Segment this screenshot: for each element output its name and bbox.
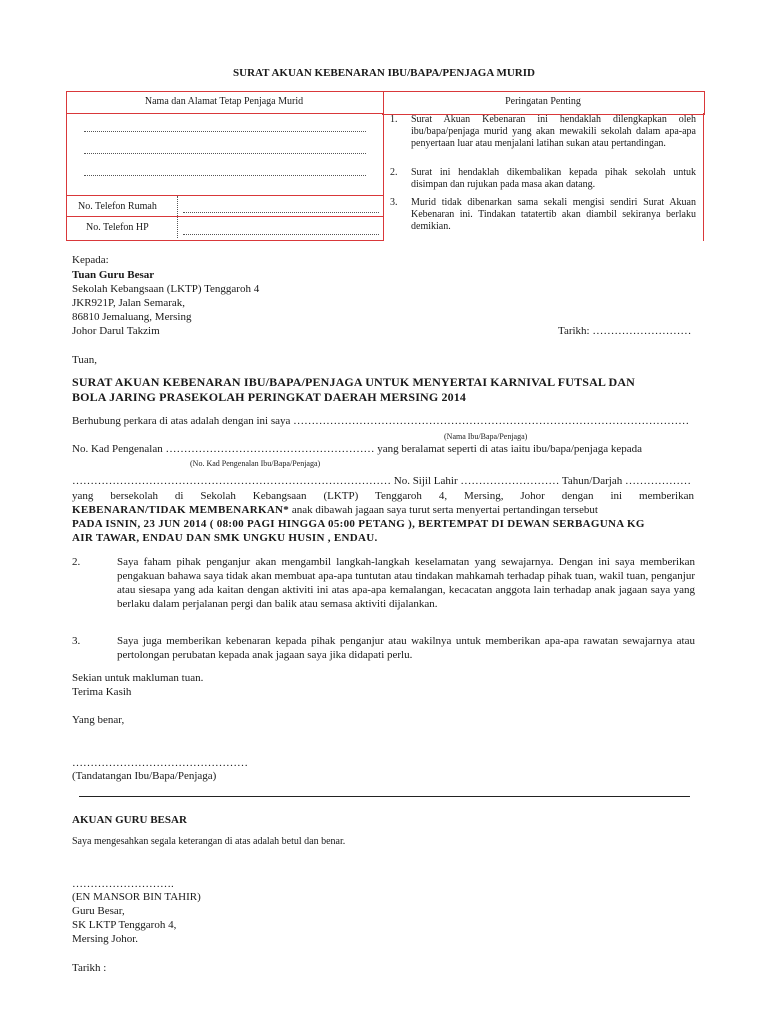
warning-text: Surat Akuan Kebenaran ini hendaklah dilengkapkan oleh ibu/bapa/penjaga murid yang akan mewakili sekolah dalam apa-apa penyertaan luar atau menjalani latihan sukan atau pertandingan. (411, 114, 696, 149)
guardian-box-header: Nama dan Alamat Tetap Penjaga Murid (144, 96, 304, 107)
name-fill-line[interactable]: Berhubung perkara di atas adalah dengan ini saya ……………………………………………………………………………………………… (72, 415, 690, 427)
address-line-1: Sekolah Kebangsaan (LKTP) Tenggaroh 4 (72, 283, 260, 295)
point-item (72, 555, 695, 611)
address-line-3: 86810 Jemaluang, Mersing (72, 311, 192, 323)
headmaster-role: Guru Besar, (72, 905, 125, 917)
headmaster-signature-field[interactable]: ………………………. (72, 878, 174, 890)
home-phone-label: No. Telefon Rumah (78, 201, 157, 212)
mobile-phone-label: No. Telefon HP (86, 222, 149, 233)
address-line[interactable] (84, 175, 366, 176)
name-caption: (Nama Ibu/Bapa/Penjaga) (444, 432, 528, 441)
permission-rest: anak dibawah jagaan saya turut serta menyertai pertandingan tersebut (289, 504, 598, 516)
school-statement: yang bersekolah di Sekolah Kebangsaan (LKTP) Tenggaroh 4, Mersing, Johor dengan ini memberikan (72, 490, 694, 502)
phone-divider (177, 196, 178, 238)
signature-label: (Tandatangan Ibu/Bapa/Penjaga) (72, 770, 217, 782)
headmaster-name: (EN MANSOR BIN TAHIR) (72, 891, 201, 903)
warning-text: Murid tidak dibenarkan sama sekali mengisi sendiri Surat Akuan Kebenaran ini. Tindakan tatatertib akan diambil sekiranya berlaku demikian. (411, 197, 696, 232)
permission-choice[interactable]: KEBENARAN/TIDAK MEMBENARKAN* (72, 504, 290, 516)
headmaster-statement: Saya mengesahkan segala keterangan di atas adalah betul dan benar. (72, 836, 346, 847)
kepada-label: Kepada: (72, 254, 109, 266)
warning-number: 3. (390, 197, 398, 208)
headmaster-title: AKUAN GURU BESAR (72, 814, 187, 826)
point-item (72, 634, 695, 662)
signature-field[interactable]: ………………………………………… (72, 757, 248, 769)
closing-line-1: Sekian untuk makluman tuan. (72, 672, 204, 684)
headmaster-school: SK LKTP Tenggaroh 4, (72, 919, 177, 931)
subject-line-2: BOLA JARING PRASEKOLAH PERINGKAT DAERAH MERSING 2014 (72, 390, 467, 404)
recipient-name: Tuan Guru Besar (72, 269, 155, 281)
address-line[interactable] (84, 131, 366, 132)
permission-line (72, 504, 598, 516)
point-number: 2. (72, 556, 81, 568)
address-line-2: JKR921P, Jalan Semarak, (72, 297, 186, 309)
headmaster-date[interactable]: Tarikh : (72, 962, 107, 974)
warning-number: 2. (390, 167, 398, 178)
address-line[interactable] (84, 153, 366, 154)
warning-item (390, 167, 696, 191)
warning-item (390, 114, 696, 150)
event-venue-line: AIR TAWAR, ENDAU DAN SMK UNGKU HUSIN , ENDAU. (72, 532, 378, 544)
address-line-4: Johor Darul Takzim (72, 325, 160, 337)
page-title: SURAT AKUAN KEBENARAN IBU/BAPA/PENJAGA MURID (233, 67, 535, 79)
event-date-line: PADA ISNIN, 23 JUN 2014 ( 08:00 PAGI HINGGA 05:00 PETANG ), BERTEMPAT DI DEWAN SERBAGUNA KG (72, 518, 645, 530)
subject-line-1: SURAT AKUAN KEBENARAN IBU/BAPA/PENJAGA UNTUK MENYERTAI KARNIVAL FUTSAL DAN (72, 375, 635, 389)
warning-item (390, 197, 696, 233)
point-text: Saya juga memberikan kebenaran kepada pihak penganjur atau wakilnya untuk memberikan apa-apa rawatan sewajarnya atau pertolongan perubatan kepada anak jagaan saya jika didapati perlu. (117, 635, 695, 661)
mobile-phone-field[interactable] (183, 234, 379, 235)
warning-number: 1. (390, 114, 398, 125)
date-field[interactable]: Tarikh: ……………………… (558, 325, 692, 337)
warning-text: Surat ini hendaklah dikembalikan kepada pihak sekolah untuk disimpan dan rujukan pada masa akan datang. (411, 167, 696, 190)
ic-fill-line[interactable]: No. Kad Pengenalan ………………………………………………… yang beralamat seperti di atas iaitu ibu/bapa/penjaga kepada (72, 443, 643, 455)
home-phone-field[interactable] (183, 212, 379, 213)
headmaster-location: Mersing Johor. (72, 933, 138, 945)
warning-box-header: Peringatan Penting (505, 96, 581, 107)
ic-caption: (No. Kad Pengenalan Ibu/Bapa/Penjaga) (190, 459, 321, 468)
point-number: 3. (72, 635, 81, 647)
closing-line-2: Terima Kasih (72, 686, 132, 698)
birth-cert-fill-line[interactable]: …………………………………………………………………………… No. Sijil Lahir ……………………… Tahun/Darjah ……………… (72, 475, 691, 487)
yang-benar: Yang benar, (72, 714, 125, 726)
salutation: Tuan, (72, 354, 97, 366)
section-divider (79, 796, 690, 797)
point-text: Saya faham pihak penganjur akan mengambil langkah-langkah keselamatan yang sewajarnya. Dengan ini saya memberikan pengakuan bahawa saya tidak akan membuat apa-apa tuntutan atau tindakan mahkamah terhadap pihak tuan, wakil tuan, penganjur atau siesapa yang ada kaitan dengan aktiviti ini atas apa-apa kemalangan, kecacatan anggota lain terhadap anak jagaan saya yang berlaku dalam perjalanan pergi dan balik atau semasa aktiviti dijalankan. (117, 556, 695, 610)
